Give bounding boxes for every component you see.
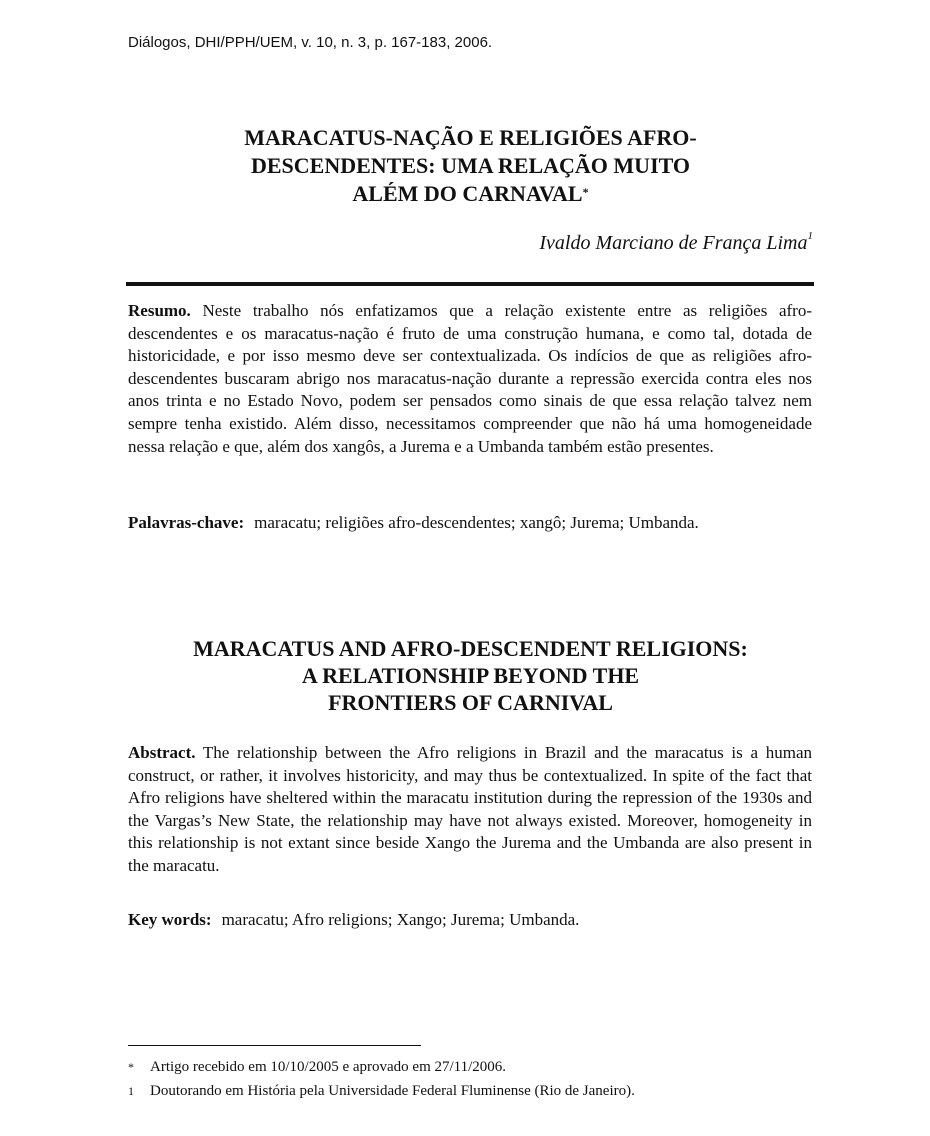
author-line bbox=[539, 232, 813, 255]
footnote-item bbox=[128, 1057, 828, 1077]
key-words bbox=[128, 909, 812, 932]
resumo-label: Resumo. bbox=[128, 301, 191, 320]
abstract-text: The relationship between the Afro religions in Brazil and the maracatus is a human construct, or rather, it involves historicity, and may thus be contextualized. In spite of the fact that Afro religions have sheltered within the maracatu institution during the repression of the 1930s and the Vargas’s New State, the relationship may have not always existed. Moreover, homogeneity in this relationship is not extant since beside Xango the Jurema and the Umbanda are also present in the maracatu. bbox=[128, 743, 812, 875]
footnote-item bbox=[128, 1081, 828, 1101]
key-words-label: Key words: bbox=[128, 910, 212, 929]
title-pt-line-3: ALÉM DO CARNAVAL bbox=[352, 181, 583, 206]
title-en-line-3: FRONTIERS OF CARNIVAL bbox=[328, 690, 613, 715]
title-en-line-2: A RELATIONSHIP BEYOND THE bbox=[301, 663, 640, 688]
footnote-mark: 1 bbox=[128, 1084, 134, 1098]
title-divider bbox=[126, 282, 814, 286]
abstract-label: Abstract. bbox=[128, 743, 196, 762]
key-words-text: maracatu; Afro religions; Xango; Jurema; Umbanda. bbox=[221, 910, 580, 929]
footnote-divider bbox=[128, 1045, 421, 1046]
title-portuguese bbox=[128, 124, 813, 208]
footnote-mark: * bbox=[128, 1060, 134, 1074]
journal-citation: Diálogos, DHI/PPH/UEM, v. 10, n. 3, p. 167-183, 2006. bbox=[128, 34, 493, 51]
palavras-chave-text: maracatu; religiões afro-descendentes; xangô; Jurema; Umbanda. bbox=[254, 513, 699, 532]
resumo-text: Neste trabalho nós enfatizamos que a relação existente entre as religiões afro-descendentes e os maracatus-nação é fruto de uma construção humana, e como tal, dotada de historicidade, e por isso mesmo deve ser contextualizada. Os indícios de que as religiões afro-descendentes buscaram abrigo nos maracatus-nação durante a repressão exercida contra eles nos anos trinta e no Estado Novo, podem ser pensados como sinais de que essa relação talvez nem sempre tenha existido. Além disso, necessitamos compreender que não há uma homogeneidade nessa relação e que, além dos xangôs, a Jurema e a Umbanda também estão presentes. bbox=[128, 301, 813, 456]
palavras-chave-label: Palavras-chave: bbox=[128, 513, 245, 532]
title-footnote-mark: * bbox=[582, 185, 589, 199]
title-pt-line-2: DESCENDENTES: UMA RELAÇÃO MUITO bbox=[250, 153, 691, 178]
footnote-text: Doutorando em História pela Universidade Federal Fluminense (Rio de Janeiro). bbox=[150, 1083, 635, 1099]
author-name: Ivaldo Marciano de França Lima bbox=[539, 232, 808, 254]
title-pt-line-1: MARACATUS-NAÇÃO E RELIGIÕES AFRO- bbox=[244, 125, 697, 150]
palavras-chave bbox=[128, 512, 812, 535]
author-footnote-mark: 1 bbox=[807, 230, 813, 242]
footnote-text: Artigo recebido em 10/10/2005 e aprovado em 27/11/2006. bbox=[150, 1059, 507, 1075]
title-english bbox=[128, 635, 813, 716]
resumo-paragraph bbox=[128, 300, 812, 458]
title-en-line-1: MARACATUS AND AFRO-DESCENDENT RELIGIONS: bbox=[193, 636, 748, 661]
abstract-paragraph bbox=[128, 742, 812, 878]
